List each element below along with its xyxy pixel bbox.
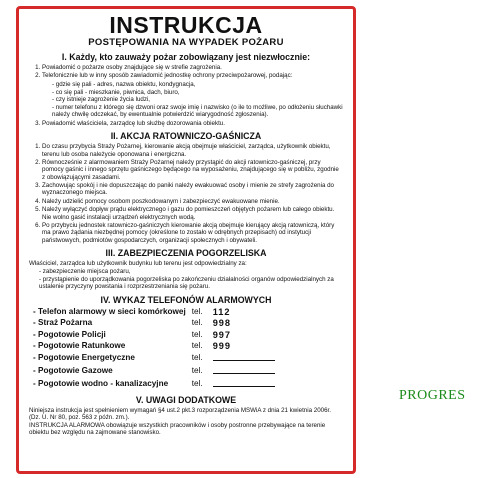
sign-subtitle: POSTĘPOWANIA NA WYPADEK POŻARU	[88, 37, 284, 48]
phone-number: 112	[212, 307, 231, 318]
phone-name: - Pogotowie Policji	[33, 329, 186, 340]
phone-row	[33, 329, 275, 340]
section-2-item: 4. Należy udzielić pomocy osobom poszkodowanym i zabezpieczyć ewakuowane mienie.	[42, 198, 343, 205]
progres-watermark: PROGRES	[399, 388, 466, 403]
phone-tel-label: tel.	[191, 366, 203, 376]
phone-row	[33, 340, 275, 351]
phone-row	[33, 365, 275, 378]
phone-name: - Pogotowie Ratunkowe	[33, 340, 186, 351]
phone-row	[33, 307, 275, 318]
phone-row	[33, 318, 275, 329]
section-5-line: INSTRUKCJA ALARMOWA obowiązuje wszystkich pracowników i osoby postronne przebywające na terenie obiektu bez względu na zajmowane stanowisko.	[29, 421, 326, 437]
section-2-item: 5. Należy wyłączyć dopływ prądu elektrycznego i gazu do pomieszczeń objętych pożarem lub całego obiektu. Nie wolno gasić instalacji urządzeń elektrycznych wodą.	[42, 206, 343, 221]
section-3-heading: III. ZABEZPIECZENIA POGORZELISKA	[105, 248, 267, 259]
section-3-intro: Właściciel, zarządca lub użytkownik budynku lub terenu jest odpowiedzialny za:	[29, 260, 247, 268]
section-1-item: 1. Powiadomić o pożarze osoby znajdujące się w strefie zagrożenia.	[42, 64, 343, 71]
phone-name: - Pogotowie wodno - kanalizacyjne	[33, 378, 186, 391]
phone-tel-label: tel.	[191, 353, 203, 363]
section-1-subitem: - co się pali - mieszkanie, piwnica, dach, biuro,	[52, 89, 343, 96]
section-2-item: 1. Do czasu przybycia Straży Pożarnej, kierowanie akcją obejmuje właściciel, zarządca, użytkownik obiektu, terenu lub osoba należycie oponowana i energiczna.	[42, 143, 343, 158]
section-5-heading: V. UWAGI DODATKOWE	[135, 395, 237, 406]
phone-tel-label: tel.	[191, 340, 203, 350]
phone-row	[33, 378, 275, 391]
section-1-item-text: Telefonicznie lub w inny sposób zawiadomić jednostkę ochrony przeciwpożarowej, podając:	[42, 72, 293, 80]
phone-tel-label: tel.	[191, 318, 203, 328]
section-1-heading: I. Każdy, kto zauważy pożar zobowiązany jest niezwłocznie:	[61, 52, 311, 62]
phone-tel-label: tel.	[191, 379, 203, 389]
section-1-subitem: - gdzie się pali - adres, nazwa obiektu, kondygnacja,	[52, 81, 343, 88]
phone-tel-label: tel.	[191, 329, 203, 339]
phone-name: - Straż Pożarna	[33, 318, 186, 329]
phone-number: 999	[212, 340, 232, 351]
section-4-heading: IV. WYKAZ TELEFONÓW ALARMOWYCH	[100, 294, 272, 305]
phone-blank-line	[203, 378, 275, 391]
phone-name: - Pogotowie Gazowe	[33, 365, 186, 378]
phone-name: - Pogotowie Energetyczne	[33, 352, 186, 365]
section-2-item: 2. Równocześnie z alarmowaniem Straży Pożarnej należy przystąpić do akcji ratowniczo-gaśniczej, przy pomocy gaśnic i innego sprzętu gaśniczego będącego na wyposażeniu, znajdującego się w pobliżu, zgodnie z obowiązującymi zasadami.	[42, 159, 343, 181]
section-1-list	[29, 64, 343, 127]
phone-name: - Telefon alarmowy w sieci komórkowej	[33, 307, 186, 318]
section-1-sublist	[42, 81, 343, 119]
phone-row	[33, 352, 275, 365]
phone-tel-label: tel.	[191, 307, 203, 317]
phone-table	[33, 307, 275, 391]
phone-number: 998	[212, 318, 232, 329]
section-3-item: - przystąpienie do uporządkowania pogorzeliska po zakończeniu działalności organów odpowiedzialnych za ustalenie przyczyny powstania i rozprzestrzeniania się pożaru.	[39, 276, 343, 291]
section-2-item: 6. Po przybyciu jednostek ratowniczo-gaśniczych kierowanie akcją obejmuje kierujący akcją ratowniczą, który ma prawo żądania niezbędnej pomocy (określone to zostało w odrębnych przepisach) od instytucji państwowych, podmiotów gospodarczych, organizacji społecznych i obywateli.	[42, 222, 343, 244]
sign-title: INSTRUKCJA	[109, 12, 263, 38]
section-3-list	[29, 268, 343, 290]
section-1-item: 3. Powiadomić właściciela, zarządcę lub służbę dozorowania obiektu.	[42, 120, 343, 127]
phone-blank-line	[203, 352, 275, 365]
section-1-subitem: - czy istnieje zagrożenie życia ludzi,	[52, 96, 343, 103]
section-5-line: Niniejsza instrukcja jest spełnieniem wymagań §4 ust.2 pkt.3 rozporządzenia MSWiA z dnia 21 kwietnia 2006r. (Dz. U. Nr 80, poz. 563 z późn. zm.).	[29, 407, 331, 422]
section-1-subitem: - numer telefonu z którego się dzwoni oraz swoje imię i nazwisko (o ile to możliwe, po odłożeniu słuchawki należy chwilę odczekać, by ewentualnie potwierdzić wiarygodność zgłoszenia).	[52, 104, 343, 119]
section-2-item: 3. Zachowując spokój i nie dopuszczając do paniki należy ewakuować osoby i mienie ze strefy zagrożenia do wyznaczonego miejsca.	[42, 182, 343, 197]
phone-blank-line	[203, 365, 275, 378]
phone-number: 997	[212, 329, 232, 340]
section-2-list	[29, 143, 343, 244]
section-2-heading: II. AKCJA RATOWNICZO-GAŚNICZA	[110, 131, 262, 142]
fire-instruction-sign	[16, 6, 356, 474]
section-3-item: - zabezpieczenie miejsca pożaru,	[39, 268, 343, 275]
section-1-item	[42, 72, 343, 118]
